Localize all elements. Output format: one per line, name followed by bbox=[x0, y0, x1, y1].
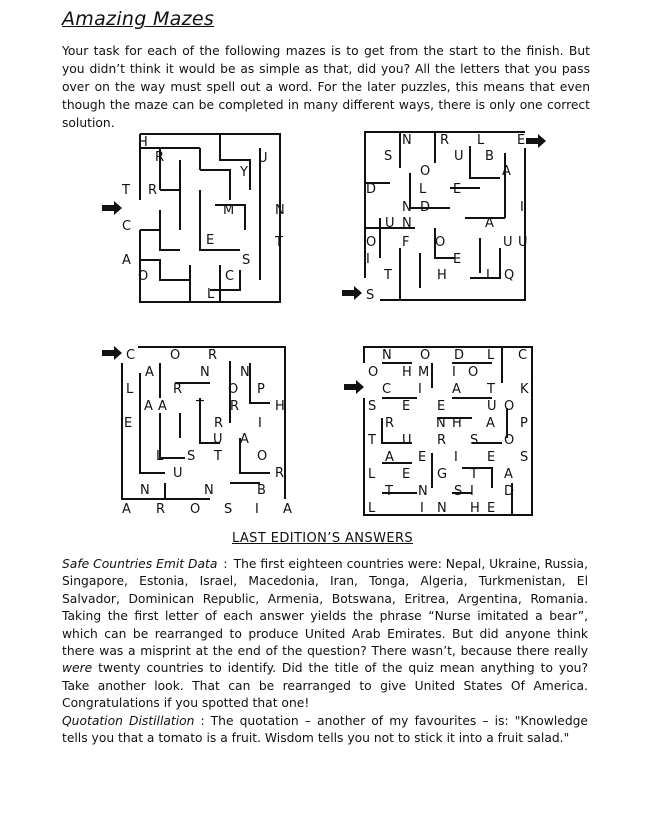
maze-letter: H bbox=[437, 268, 447, 283]
answer-1-separator: : bbox=[223, 557, 228, 571]
maze-letter: T bbox=[368, 433, 376, 448]
maze-letter: N bbox=[402, 216, 412, 231]
maze-letter: A bbox=[485, 216, 494, 231]
maze-letter: O bbox=[190, 502, 201, 517]
maze-letter: H bbox=[470, 501, 480, 516]
maze-letter: T bbox=[470, 467, 478, 482]
maze-letter: L bbox=[487, 348, 495, 363]
maze-letter: A bbox=[144, 399, 153, 414]
maze-letter: N bbox=[418, 484, 428, 499]
maze-letter: C bbox=[518, 348, 528, 363]
maze-letter: R bbox=[440, 133, 450, 148]
answer-1-emphasis: were bbox=[62, 661, 93, 676]
maze-wall bbox=[470, 248, 500, 278]
maze-letter: H bbox=[452, 416, 462, 431]
maze-letter: E bbox=[487, 501, 496, 516]
maze-letter: E bbox=[402, 467, 411, 482]
start-arrow-icon bbox=[102, 346, 122, 360]
maze-letter: L bbox=[126, 382, 134, 397]
maze-letter: U bbox=[173, 466, 183, 481]
maze-letter: S bbox=[520, 450, 529, 465]
maze-letter: U bbox=[487, 399, 497, 414]
maze-letter: R bbox=[275, 466, 285, 481]
maze-letter: E bbox=[437, 399, 446, 414]
maze-letter: I bbox=[255, 502, 259, 517]
maze-letter: Q bbox=[504, 268, 515, 283]
maze-letter: A bbox=[145, 365, 154, 380]
maze-letter: I bbox=[486, 268, 490, 283]
maze-letter: I bbox=[178, 416, 182, 431]
maze-letter: R bbox=[385, 416, 395, 431]
maze-letter: O bbox=[468, 365, 479, 380]
maze-letter: N bbox=[200, 365, 210, 380]
maze-letter: C bbox=[122, 219, 132, 234]
maze-letter: S bbox=[366, 288, 375, 303]
maze-letter: O bbox=[420, 348, 431, 363]
maze-letter: O bbox=[504, 433, 515, 448]
maze-letter: E bbox=[517, 133, 526, 148]
maze-letter: E bbox=[206, 233, 215, 248]
maze-wall bbox=[220, 134, 250, 190]
maze-letter: A bbox=[385, 450, 394, 465]
maze-letter: N bbox=[240, 365, 250, 380]
maze-letter: I bbox=[418, 382, 422, 397]
intro-paragraph: Your task for each of the following mazes is to get from the start to the finish. But you didn’t think it would be as simple as that, did you? All the letters that you pass over on the way must spell out a word. For the later puzzles, this means that even though the maze can be completed in many different ways, there is only one correct solution. bbox=[62, 44, 590, 130]
maze-letter: L bbox=[419, 182, 427, 197]
start-arrow-icon bbox=[102, 201, 122, 215]
maze-letter: D bbox=[504, 484, 515, 499]
maze-letter: U bbox=[518, 235, 528, 250]
maze-letter: N bbox=[140, 483, 150, 498]
maze-letter: O bbox=[504, 399, 515, 414]
maze-letter: L bbox=[207, 287, 215, 302]
maze-letter: I bbox=[454, 450, 458, 465]
maze-letter: O bbox=[228, 382, 239, 397]
maze-letter: A bbox=[158, 399, 167, 414]
maze-letter: C bbox=[225, 269, 235, 284]
maze-letter: O bbox=[366, 235, 377, 250]
maze-letter: T bbox=[487, 382, 495, 397]
maze-letter: N bbox=[275, 203, 285, 218]
maze-letter: N bbox=[382, 348, 392, 363]
maze-letter: C bbox=[382, 382, 392, 397]
maze-letter: O bbox=[368, 365, 379, 380]
maze-letter: U bbox=[213, 432, 223, 447]
maze-letter: I bbox=[470, 484, 474, 499]
maze-letter: L bbox=[368, 467, 376, 482]
maze-2 bbox=[340, 128, 550, 308]
maze-letter: L bbox=[156, 449, 164, 464]
maze-letter: P bbox=[257, 382, 265, 397]
answer-2-separator: : bbox=[200, 713, 205, 728]
maze-letter: R bbox=[155, 150, 165, 165]
maze-letter: I bbox=[258, 416, 262, 431]
maze-letter: S bbox=[368, 399, 377, 414]
maze-letter: I bbox=[366, 252, 370, 267]
maze-1 bbox=[100, 130, 300, 312]
start-arrow-icon bbox=[342, 286, 362, 300]
maze-3 bbox=[100, 343, 300, 521]
maze-letter: T bbox=[122, 183, 130, 198]
maze-letter: S bbox=[242, 253, 251, 268]
maze-letter: R bbox=[214, 416, 224, 431]
maze-letter: I bbox=[520, 200, 524, 215]
maze-letter: R bbox=[208, 348, 218, 363]
maze-letter: A bbox=[240, 432, 249, 447]
maze-letter: M bbox=[418, 365, 430, 380]
maze-letter: A bbox=[502, 164, 511, 179]
maze-letter: T bbox=[196, 399, 204, 414]
maze-letter: S bbox=[187, 449, 196, 464]
maze-letter: R bbox=[230, 399, 240, 414]
maze-wall bbox=[160, 210, 180, 250]
answer-2-text: The quotation – another of my favourites – is: "Knowledge tells you that a tomato is a fruit. Wisdom tells you not to stick it into a fruit salad." bbox=[62, 713, 588, 746]
page-title: Amazing Mazes bbox=[62, 8, 215, 30]
maze-letter: Y bbox=[240, 165, 248, 180]
maze-letter: A bbox=[486, 416, 495, 431]
maze-letter: S bbox=[470, 433, 479, 448]
maze-letter: G bbox=[437, 467, 448, 482]
maze-letter: U bbox=[503, 235, 513, 250]
maze-4 bbox=[342, 343, 552, 521]
maze-letter: H bbox=[402, 365, 412, 380]
maze-letter: T bbox=[214, 449, 222, 464]
maze-letter: L bbox=[368, 501, 376, 516]
maze-letter: L bbox=[477, 133, 485, 148]
maze-letter: I bbox=[420, 501, 424, 516]
maze-letter: D bbox=[366, 182, 377, 197]
maze-letter: S bbox=[454, 484, 463, 499]
maze-letter: U bbox=[258, 151, 268, 166]
maze-letter: S bbox=[384, 149, 393, 164]
maze-letter: I bbox=[178, 165, 182, 180]
maze-letter: U bbox=[454, 149, 464, 164]
answer-2-title: Quotation Distillation bbox=[62, 713, 195, 728]
maze-letter: N bbox=[437, 501, 447, 516]
maze-letter: R bbox=[437, 433, 447, 448]
answers-heading: LAST EDITION’S ANSWERS bbox=[231, 531, 414, 546]
maze-letter: A bbox=[452, 382, 461, 397]
maze-letter: H bbox=[275, 399, 285, 414]
answer-1-text-continued: twenty countries to identify. Did the title of the quiz mean anything to you? Take another look. That can be rearranged to give United States Of America. Congratulations if you spotted that one! bbox=[62, 661, 588, 711]
finish-arrow-icon bbox=[526, 134, 546, 148]
maze-letter: B bbox=[485, 149, 494, 164]
maze-letter: M bbox=[223, 203, 235, 218]
maze-letter: I bbox=[452, 365, 456, 380]
maze-letter: T bbox=[384, 268, 392, 283]
maze-letter: O bbox=[435, 235, 446, 250]
maze-letter: O bbox=[170, 348, 181, 363]
maze-letter: B bbox=[257, 483, 266, 498]
maze-letter: N bbox=[436, 416, 446, 431]
maze-letter: U bbox=[385, 216, 395, 231]
maze-letter: O bbox=[420, 164, 431, 179]
maze-letter: O bbox=[138, 269, 149, 284]
maze-letter: A bbox=[122, 502, 131, 517]
maze-letter: U bbox=[402, 433, 412, 448]
maze-wall bbox=[200, 170, 230, 200]
maze-letter: E bbox=[453, 252, 462, 267]
maze-letter: R bbox=[173, 382, 183, 397]
maze-letter: N bbox=[402, 200, 412, 215]
answer-1-text: The first eighteen countries were: Nepal, Ukraine, Russia, Singapore, Estonia, Israel, Macedonia, Iran, Tonga, Algeria, Turkmenistan, El Salvador, Dominican Republic, Armenia, Botswana, Eritrea, Argentina, Romania. Taking the first letter of each answer yields the phrase “Nurse imitated a bear”, which can be rearranged to produce United Arab Emirates. But did anyone think there was a misprint at the end of the question? There wasn’t, because there really bbox=[62, 557, 588, 659]
maze-letter: D bbox=[420, 200, 431, 215]
answers-body bbox=[62, 556, 588, 747]
maze-letter: N bbox=[204, 483, 214, 498]
maze-letter: O bbox=[257, 449, 268, 464]
maze-letter: A bbox=[283, 502, 292, 517]
maze-letter: T bbox=[385, 484, 393, 499]
maze-letter: E bbox=[487, 450, 496, 465]
maze-letter: R bbox=[148, 183, 158, 198]
maze-letter: K bbox=[520, 382, 529, 397]
maze-letter: A bbox=[504, 467, 513, 482]
maze-letter: N bbox=[402, 133, 412, 148]
start-arrow-icon bbox=[344, 380, 364, 394]
maze-letter: C bbox=[126, 348, 136, 363]
maze-letter: R bbox=[156, 502, 166, 517]
maze-letter: E bbox=[453, 182, 462, 197]
maze-letter: E bbox=[402, 399, 411, 414]
maze-letter: H bbox=[138, 135, 148, 150]
maze-letter: A bbox=[122, 253, 131, 268]
maze-letter: T bbox=[275, 235, 283, 250]
maze-letter: E bbox=[124, 416, 133, 431]
maze-letter: F bbox=[402, 235, 410, 250]
maze-letter: E bbox=[418, 450, 427, 465]
answer-1-title: Safe Countries Emit Data bbox=[62, 557, 218, 571]
maze-letter: S bbox=[224, 502, 233, 517]
maze-letter: P bbox=[520, 416, 528, 431]
maze-letter: D bbox=[454, 348, 465, 363]
